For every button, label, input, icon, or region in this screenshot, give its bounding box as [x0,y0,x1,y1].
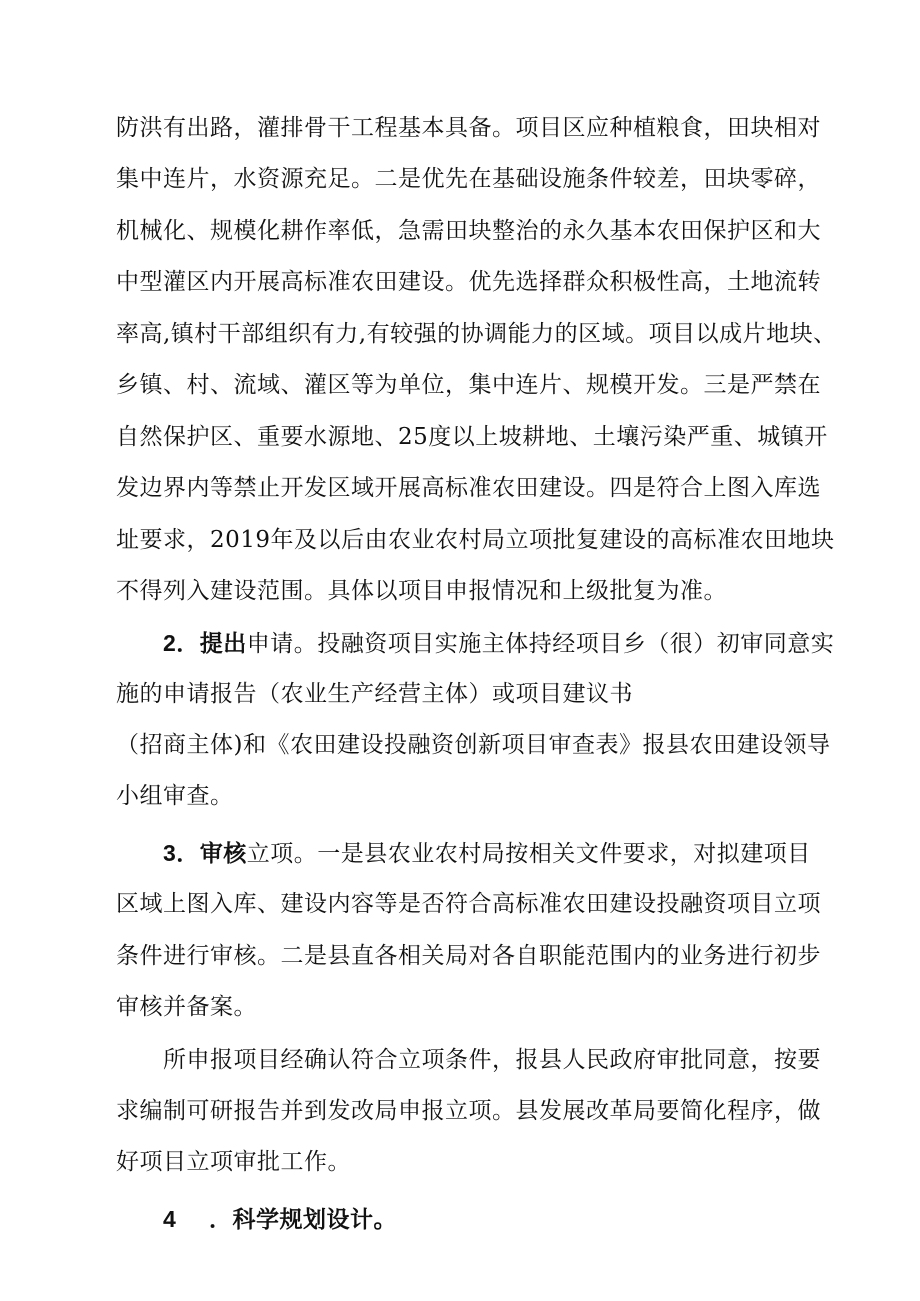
item4-heading: ．科学规划设计。 [209,1206,397,1233]
item2-line-1 [163,628,863,659]
item3-line-1 [163,838,863,869]
item4-line-1 [163,1204,863,1235]
item2-heading: 提出 [199,630,247,657]
approval-line-2: 求编制可研报告并到发改局申报立项。县发展改革局要简化程序，做 [116,1098,821,1124]
para1-line-9: 址要求，2019年及以后由农业农村局立项批复建设的高标准农田地块 [116,527,835,553]
item2-line-3: （招商主体)和《农田建设投融资创新项目审查表》报县农田建设领导 [116,732,831,758]
para1-line-3: 机械化、规模化耕作率低，急需田块整治的永久基本农田保护区和大 [116,218,821,244]
para1-line-1: 防洪有出路，灌排骨干工程基本具备。项目区应种植粮食，田块相对 [116,115,821,141]
item3-line-4: 审核并备案。 [116,994,257,1020]
approval-line-3: 好项目立项审批工作。 [116,1149,351,1175]
item3-line-2: 区域上图入库、建设内容等是否符合高标准农田建设投融资项目立项 [116,891,821,917]
item4-number: 4 [163,1206,177,1232]
para1-line-5: 率高,镇村干部组织有力,有较强的协调能力的区域。项目以成片地块、 [116,321,837,347]
para1-line-2: 集中连片，水资源充足。二是优先在基础设施条件较差，田块零碎， [116,166,821,192]
para1-line-10: 不得列入建设范围。具体以项目申报情况和上级批复为准。 [116,578,727,604]
item3-text: 立项。一是县农业农村局按相关文件要求，对拟建项目 [246,841,811,867]
item2-text: 申请。投融资项目实施主体持经项目乡（很）初审同意实 [246,631,835,657]
approval-line-1: 所申报项目经确认符合立项条件，报县人民政府审批同意，按要 [163,1047,821,1073]
item3-number: 3． [163,840,200,866]
para1-line-8: 发边界内等禁止开发区域开展高标准农田建设。四是符合上图入库选 [116,475,821,501]
item2-line-2: 施的申请报告（农业生产经营主体）或项目建议书 [116,681,633,707]
item3-heading: 审核 [199,840,247,867]
item2-line-4: 小组审查。 [116,783,234,809]
para1-line-4: 中型灌区内开展高标准农田建设。优先选择群众积极性高，土地流转 [116,269,821,295]
para1-line-7: 自然保护区、重要水源地、25度以上坡耕地、土壤污染严重、城镇开 [116,424,828,450]
para1-line-6: 乡镇、村、流域、灌区等为单位，集中连片、规模开发。三是严禁在 [116,372,821,398]
item3-line-3: 条件进行审核。二是县直各相关局对各自职能范围内的业务进行初步 [116,943,821,969]
item2-number: 2． [163,630,200,656]
